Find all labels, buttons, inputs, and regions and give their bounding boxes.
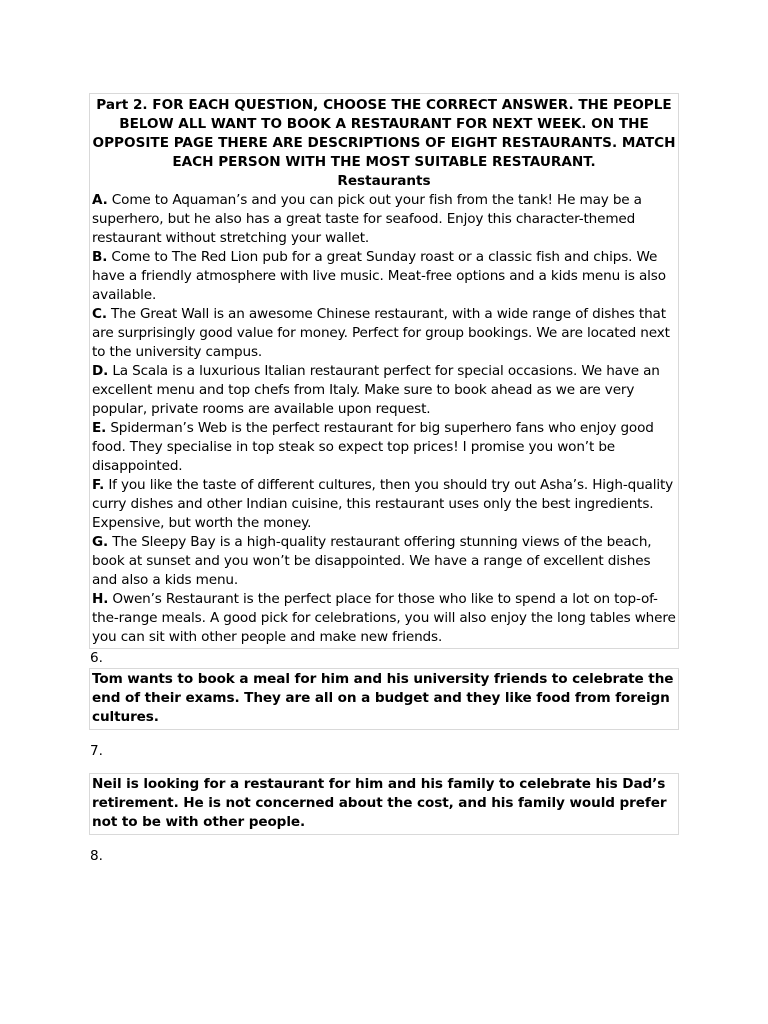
restaurant-letter: G.	[92, 534, 109, 550]
restaurant-item-a	[92, 191, 676, 248]
instructions-header	[90, 94, 678, 191]
restaurant-item-c	[92, 305, 676, 362]
restaurant-description: La Scala is a luxurious Italian restaurant perfect for special occasions. We have an excellent menu and top chefs from Italy. Make sure to book ahead as we are very popular, private rooms are available upon request.	[92, 363, 660, 417]
restaurant-item-d	[92, 362, 676, 419]
question-6-prompt: Tom wants to book a meal for him and his university friends to celebrate the end of their exams. They are all on a budget and they like food from foreign cultures.	[89, 668, 679, 730]
restaurant-letter: C.	[92, 306, 107, 322]
restaurant-letter: F.	[92, 477, 105, 493]
restaurants-subtitle: Restaurants	[337, 173, 431, 189]
restaurant-letter: B.	[92, 249, 108, 265]
question-number-8: 8.	[90, 848, 103, 864]
restaurant-description: Owen’s Restaurant is the perfect place for those who like to spend a lot on top-of-the-range meals. A good pick for celebrations, you will also enjoy the long tables where you can sit with other people and make new friends.	[92, 591, 676, 645]
question-number-7: 7.	[90, 743, 103, 759]
question-number-6: 6.	[90, 650, 103, 666]
restaurant-letter: E.	[92, 420, 107, 436]
spacer	[89, 761, 679, 773]
restaurant-item-f	[92, 476, 676, 533]
spacer	[89, 835, 679, 847]
restaurant-letter: A.	[92, 192, 108, 208]
restaurant-item-g	[92, 533, 676, 590]
restaurant-description: The Sleepy Bay is a high-quality restaurant offering stunning views of the beach, book at sunset and you won’t be disappointed. We have a range of excellent dishes and also a kids menu.	[92, 534, 652, 588]
spacer	[89, 730, 679, 742]
document-page	[89, 93, 679, 866]
restaurant-letter: H.	[92, 591, 109, 607]
restaurant-description: The Great Wall is an awesome Chinese restaurant, with a wide range of dishes that are surprisingly good value for money. Perfect for group bookings. We are located next to the university campus.	[92, 306, 670, 360]
restaurant-description: Come to The Red Lion pub for a great Sunday roast or a classic fish and chips. We have a friendly atmosphere with live music. Meat-free options and a kids menu is also available.	[92, 249, 666, 303]
restaurants-section	[89, 93, 679, 649]
restaurant-item-e	[92, 419, 676, 476]
restaurant-description: Come to Aquaman’s and you can pick out your fish from the tank! He may be a superhero, but he also has a great taste for seafood. Enjoy this character-themed restaurant without stretching your wallet.	[92, 192, 642, 246]
restaurant-description: Spiderman’s Web is the perfect restaurant for big superhero fans who enjoy good food. They specialise in top steak so expect top prices! I promise you won’t be disappointed.	[92, 420, 654, 474]
instructions-text: Part 2. FOR EACH QUESTION, CHOOSE THE CORRECT ANSWER. THE PEOPLE BELOW ALL WANT TO BOOK A RESTAURANT FOR NEXT WEEK. ON THE OPPOSITE PAGE THERE ARE DESCRIPTIONS OF EIGHT RESTAURANTS. MATCH EACH PERSON WITH THE MOST SUITABLE RESTAURANT.	[92, 97, 676, 170]
restaurant-item-h	[92, 590, 676, 647]
restaurant-list	[90, 191, 678, 648]
restaurant-description: If you like the taste of different cultures, then you should try out Asha’s. High-quality curry dishes and other Indian cuisine, this restaurant uses only the best ingredients. Expensive, but worth the money.	[92, 477, 674, 531]
restaurant-item-b	[92, 248, 676, 305]
restaurant-letter: D.	[92, 363, 109, 379]
question-7-prompt: Neil is looking for a restaurant for him and his family to celebrate his Dad’s retirement. He is not concerned about the cost, and his family would prefer not to be with other people.	[89, 773, 679, 835]
